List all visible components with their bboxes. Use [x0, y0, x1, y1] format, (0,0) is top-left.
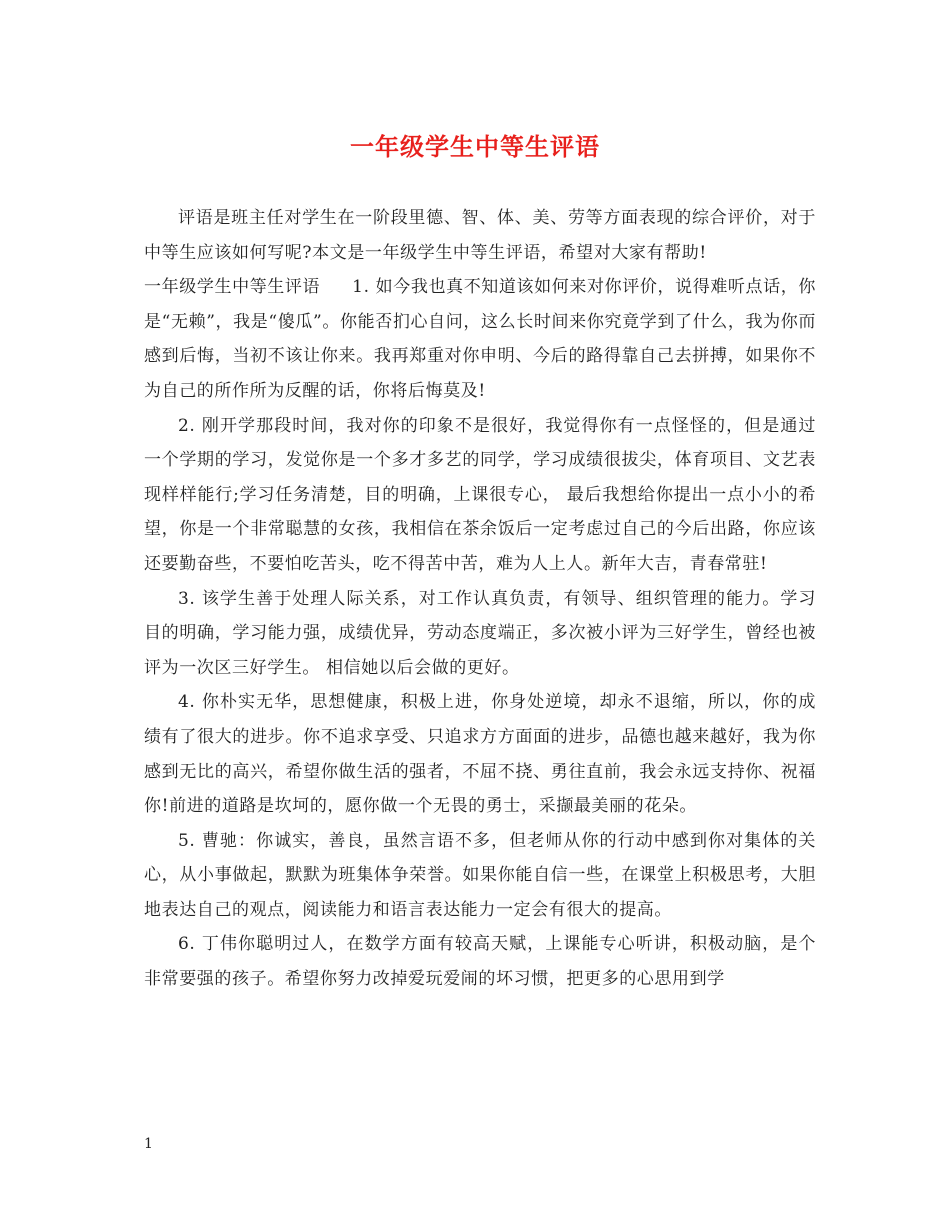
document-title: 一年级学生中等生评语 [350, 132, 600, 161]
document-body [144, 201, 816, 997]
intro-paragraph: 评语是班主任对学生在一阶段里德、智、体、美、劳等方面表现的综合评价，对于中等生应该如何写呢?本文是一年级学生中等生评语，希望对大家有帮助! [144, 208, 816, 263]
item-1-text: 1. 如今我也真不知道该如何来对你评价，说得难听点话，你是“无赖”，我是“傻瓜”。你能否扪心自问，这么长时间来你究竟学到了什么，我为你而感到后悔，当初不该让你来。我再郑重对你申明、今后的路得靠自己去拼搏，如果你不为自己的所作所为反醒的话，你将后悔莫及! [144, 277, 816, 401]
section-label: 一年级学生中等生评语 [144, 277, 321, 298]
item-6-paragraph: 6. 丁伟你聪明过人，在数学方面有较高天赋，上课能专心听讲，积极动脑，是个非常要强的孩子。希望你努力改掉爱玩爱闹的坏习惯，把更多的心思用到学 [144, 934, 816, 990]
item-3-paragraph: 3. 该学生善于处理人际关系，对工作认真负责，有领导、组织管理的能力。学习目的明确，学习能力强，成绩优异，劳动态度端正，多次被小评为三好学生，曾经也被评为一次区三好学生。 相信她以后会做的更好。 [144, 588, 816, 678]
item-4-paragraph: 4. 你朴实无华，思想健康，积极上进，你身处逆境，却永不退缩，所以，你的成绩有了很大的进步。你不追求享受、只追求方方面面的进步，品德也越来越好，我为你感到无比的高兴，希望你做生活的强者，不屈不挠、勇往直前，我会永远支持你、祝福你!前进的道路是坎坷的，愿你做一个无畏的勇士，采撷最美丽的花朵。 [144, 692, 816, 817]
item-5-paragraph: 5. 曹驰：你诚实，善良，虽然言语不多，但老师从你的行动中感到你对集体的关心，从小事做起，默默为班集体争荣誉。如果你能自信一些，在课堂上积极思考，大胆地表达自己的观点，阅读能力和语言表达能力一定会有很大的提高。 [144, 830, 816, 920]
item-1-paragraph [144, 270, 816, 408]
item-2-paragraph: 2. 刚开学那段时间，我对你的印象不是很好，我觉得你有一点怪怪的，但是通过一个学期的学习，发觉你是一个多才多艺的同学，学习成绩很拔尖，体育项目、文艺表现样样能行;学习任务清楚，目的明确，上课很专心， 最后我想给你提出一点小小的希望，你是一个非常聪慧的女孩，我相信在茶余饭后一定考虑过自己的今后出路，你应该还要勤奋些，不要怕吃苦头，吃不得苦中苦，难为人上人。新年大吉，青春常驻! [144, 415, 816, 574]
page-number: 1 [144, 1136, 153, 1152]
